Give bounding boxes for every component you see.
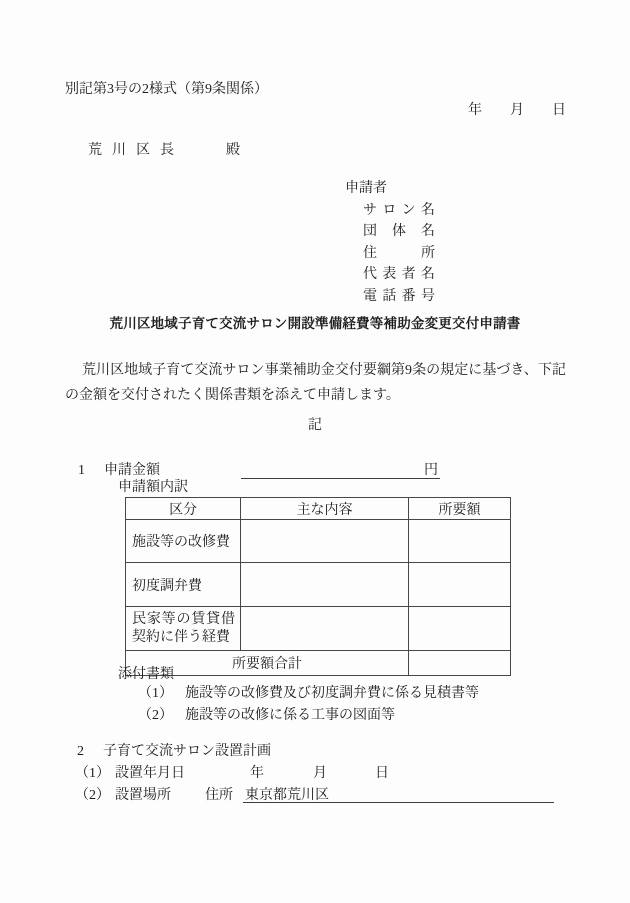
form-code: 別記第3号の2様式（第9条関係）: [65, 82, 268, 97]
attachment-item-text: 施設等の改修に係る工事の図面等: [185, 708, 395, 723]
setup-day-label: 日: [375, 766, 389, 781]
setup-month-label: 月: [313, 766, 327, 781]
section2-title: 子育て交流サロン設置計画: [103, 744, 271, 759]
application-amount-field: [241, 463, 440, 479]
table-row: [126, 563, 511, 607]
setup-place-field: [243, 788, 554, 803]
addressee-line: [88, 143, 240, 159]
table-total-row: [126, 651, 511, 676]
applicant-field-address: [363, 246, 435, 262]
attachments-heading: 添付書類: [118, 667, 174, 682]
column-header-content: 主な内容: [241, 498, 409, 520]
table-row: [126, 607, 511, 651]
setup-year-label: 年: [250, 766, 264, 781]
content-cell: [241, 607, 409, 651]
setup-place-label: 設置場所: [115, 788, 171, 803]
record-marker: 記: [308, 418, 322, 433]
setup-place-value: 東京都荒川区: [245, 788, 329, 803]
table-row: [126, 520, 511, 563]
total-amount-cell: [409, 651, 511, 676]
table-header-row: [126, 498, 511, 520]
amount-cell: [409, 607, 511, 651]
content-cell: [241, 520, 409, 563]
representative-label: 代表者名: [363, 267, 435, 282]
applicant-field-salon-name: [363, 203, 435, 219]
setup-date-item-number: （1）: [75, 766, 110, 781]
attachment-item-text: 施設等の改修費及び初度調弁費に係る見積書等: [185, 686, 479, 701]
total-label-cell: 所要額合計: [126, 651, 409, 676]
address-sublabel: 住所: [205, 788, 233, 803]
application-amount-line: [78, 463, 440, 479]
setup-date-label: 設置年月日: [115, 766, 185, 781]
month-label: 月: [510, 103, 524, 118]
date-line: [468, 103, 566, 119]
application-amount-label: 申請金額: [104, 463, 160, 478]
category-text: 民家等の賃貸借契約に伴う経費: [132, 611, 235, 645]
content-cell: [241, 563, 409, 607]
category-cell: 施設等の改修費: [126, 520, 241, 563]
currency-unit-label: 円: [424, 463, 438, 478]
applicant-field-phone: [363, 289, 435, 305]
breakdown-table: [125, 497, 511, 676]
year-label: 年: [468, 103, 482, 118]
column-header-amount: 所要額: [409, 498, 511, 520]
attachment-item-number: （2）: [138, 708, 173, 723]
applicant-field-representative: [363, 267, 435, 283]
applicant-heading: 申請者: [345, 181, 387, 196]
addressee-honorific: 殿: [226, 143, 240, 158]
attachment-item-number: （1）: [138, 686, 173, 701]
group-name-label: 団体名: [363, 224, 435, 239]
document-title: 荒川区地域子育て交流サロン開設準備経費等補助金変更交付申請書: [109, 316, 521, 331]
category-cell: [126, 607, 241, 651]
setup-place-item-number: （2）: [75, 788, 110, 803]
category-cell: 初度調弁費: [126, 563, 241, 607]
breakdown-label: 申請額内訳: [118, 480, 188, 495]
salon-name-label: サロン名: [363, 203, 435, 218]
applicant-field-group-name: [363, 224, 435, 240]
address-label: 住所: [363, 246, 435, 261]
section1-number: 1: [78, 463, 85, 478]
body-paragraph: 荒川区地域子育て交流サロン事業補助金交付要綱第9条の規定に基づき、下記の金額を交付されたく関係書類を添えて申請します。: [65, 363, 566, 403]
section2-number: 2: [77, 744, 84, 759]
day-label: 日: [552, 103, 566, 118]
addressee-name: 荒 川 区 長: [88, 143, 176, 158]
amount-cell: [409, 563, 511, 607]
amount-cell: [409, 520, 511, 563]
phone-label: 電話番号: [363, 289, 435, 304]
column-header-category: 区分: [126, 498, 241, 520]
